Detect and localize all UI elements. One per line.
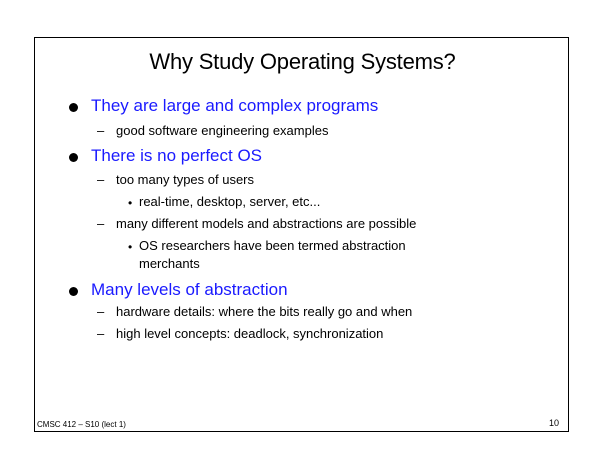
bullet-dot: [69, 153, 78, 162]
sub-dash: –: [97, 326, 105, 341]
bullet-point-2: There is no perfect OS: [91, 146, 263, 165]
sub-dash: –: [97, 216, 105, 231]
sub-dash: –: [97, 304, 105, 319]
sub-sub-dot: •: [128, 240, 133, 254]
sub-dash: –: [97, 123, 105, 138]
sub-point-2-2: many different models and abstractions are possible: [116, 216, 417, 231]
sub-point-2-1: too many types of users: [116, 172, 255, 187]
page-number: 10: [549, 418, 560, 428]
sub-point-3-1: hardware details: where the bits really go and when: [116, 304, 413, 319]
slide-title: Why Study Operating Systems?: [149, 49, 456, 74]
sub-point-1-1: good software engineering examples: [116, 123, 329, 138]
bullet-point-3: Many levels of abstraction: [91, 280, 288, 299]
sub-sub-dot: •: [128, 196, 133, 210]
bullet-dot: [69, 103, 78, 112]
bullet-dot: [69, 287, 78, 296]
sub-sub-point-2-1-1: real-time, desktop, server, etc...: [139, 194, 321, 209]
footer-course-label: CMSC 412 – S10 (lect 1): [37, 420, 126, 429]
sub-sub-point-2-2-1: OS researchers have been termed abstraction: [139, 238, 406, 253]
sub-point-3-2: high level concepts: deadlock, synchronization: [116, 326, 384, 341]
bullet-point-1: They are large and complex programs: [91, 96, 379, 115]
sub-dash: –: [97, 172, 105, 187]
sub-sub-point-2-2-1-cont: merchants: [139, 256, 200, 271]
